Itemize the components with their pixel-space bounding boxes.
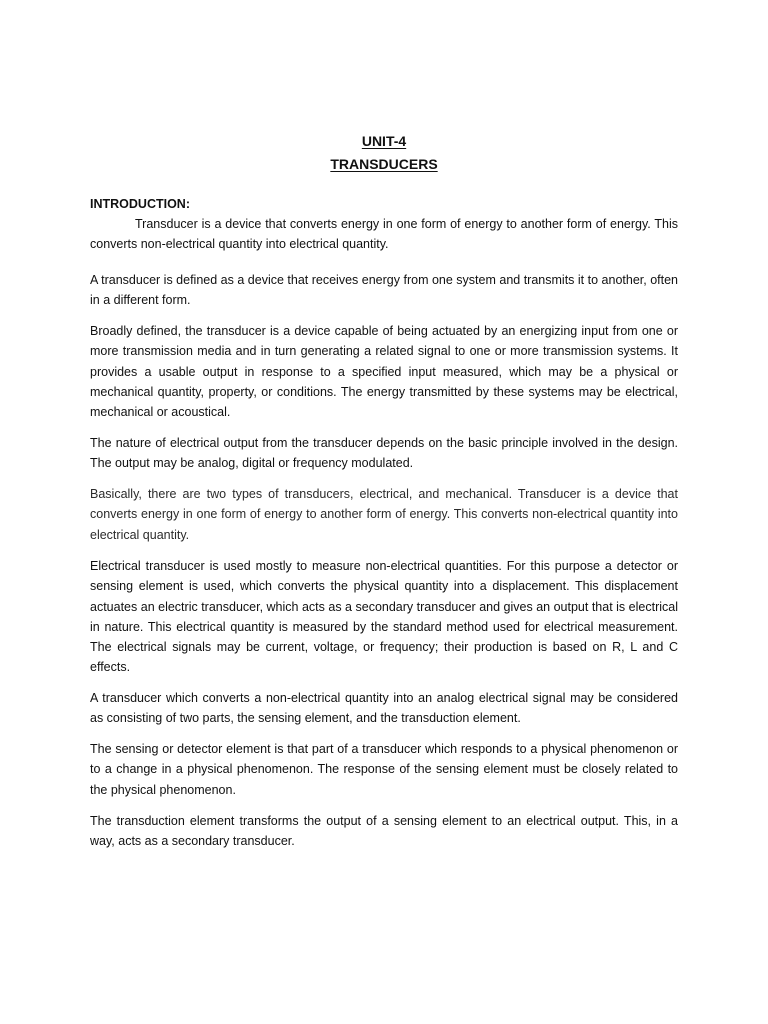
paragraph-2: A transducer is defined as a device that receives energy from one system and transmits it to another, often in a different form. — [90, 273, 678, 308]
paragraph-4: The nature of electrical output from the transducer depends on the basic principle involved in the design. The output may be analog, digital or frequency modulated. — [90, 436, 678, 471]
unit-title: UNIT-4 — [361, 133, 407, 149]
paragraph-8: The sensing or detector element is that part of a transducer which responds to a physical phenomenon or to a change in a physical phenomenon. The response of the sensing element must be closely related to the physical phenomenon. — [90, 742, 678, 797]
paragraph-7: A transducer which converts a non-electrical quantity into an analog electrical signal may be considered as consisting of two parts, the sensing element, and the transduction element. — [90, 691, 678, 726]
paragraph-9: The transduction element transforms the output of a sensing element to an electrical output. This, in a way, acts as a secondary transducer. — [90, 814, 678, 849]
section-heading-introduction: INTRODUCTION: — [90, 197, 190, 211]
paragraph-1: Transducer is a device that converts energy in one form of energy to another form of energy. This converts non-electrical quantity into electrical quantity. — [90, 217, 678, 252]
page-title: TRANSDUCERS — [330, 156, 438, 172]
paragraph-3: Broadly defined, the transducer is a device capable of being actuated by an energizing input from one or more transmission media and in turn generating a related signal to one or more transmission systems. It provides a usable output in response to a specified input measured, which may be a physical or mechanical quantity, property, or conditions. The energy transmitted by these systems may be electrical, mechanical or acoustical. — [90, 324, 678, 420]
paragraph-5: Basically, there are two types of transducers, electrical, and mechanical. Transducer is a device that converts energy in one form of energy to another form of energy. This converts non-electrical quantity into electrical quantity. — [90, 487, 678, 542]
paragraph-6: Electrical transducer is used mostly to measure non-electrical quantities. For this purpose a detector or sensing element is used, which converts the physical quantity into a displacement. This displacement actuates an electric transducer, which acts as a secondary transducer and gives an output that is electrical in nature. This electrical quantity is measured by the standard method used for electrical measurement. The electrical signals may be current, voltage, or frequency; their production is based on R, L and C effects. — [90, 559, 678, 675]
